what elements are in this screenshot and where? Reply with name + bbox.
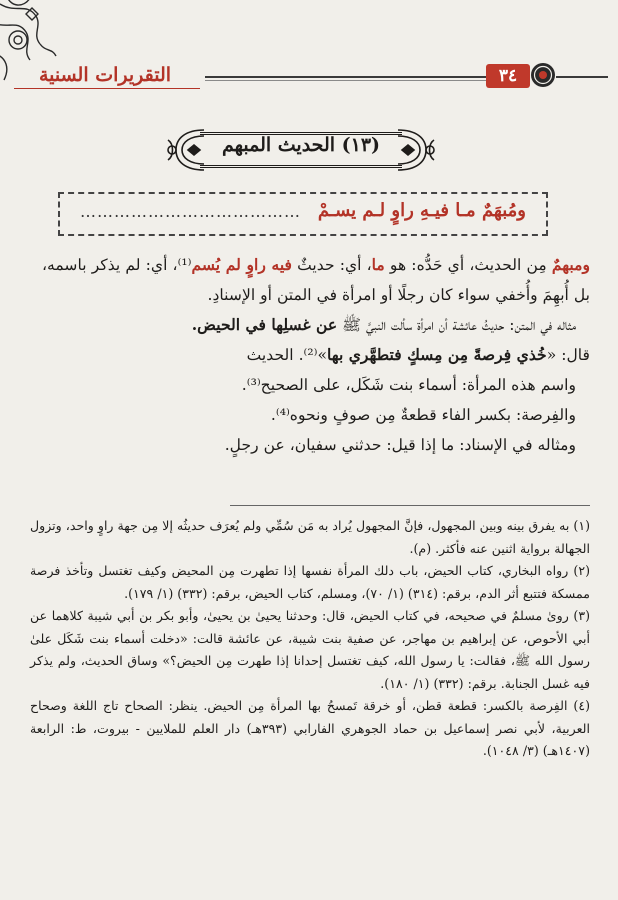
- term-mubham: ومبهمٌ: [551, 255, 590, 274]
- chapter-heading: [166, 126, 436, 174]
- title-underline: [14, 88, 200, 89]
- frame-ornament-icon: [396, 126, 436, 174]
- text-span: ⁽¹⁾، أي: لم يذكر باسمه، بل أُبهِمَ وأُخفي سواء كان رجلًا أو امرأة في المتن أو الإسنادِ.: [42, 256, 590, 304]
- verse-box: [58, 192, 548, 236]
- main-text: [42, 250, 590, 460]
- page-number: ٣٤: [486, 64, 530, 88]
- chapter-title: (١٣) الحديث المبهم: [221, 134, 381, 156]
- text-span: مثاله في المتن: حديثُ عائشة أن امرأة سألت النبيَّ ﷺ: [337, 316, 576, 334]
- text-span: »⁽²⁾. الحديث: [246, 346, 327, 364]
- verse-line: ومُبهَمٌ مـا فيـهِ راوٍ لـم يسـمْ: [317, 200, 526, 221]
- paragraph-firsa: والفِرصة: بكسر الفاء قطعةٌ مِن صوفٍ ونحوه⁽⁴⁾.: [270, 406, 576, 424]
- text-bold: عن غسلِها في الحيض.: [191, 315, 338, 334]
- footnotes: [30, 515, 590, 763]
- footnote-divider: [230, 505, 590, 506]
- header-rule-thin: [205, 80, 486, 81]
- header-rule-right: [556, 76, 608, 78]
- header-rule: [205, 76, 486, 78]
- text-span: ، أي: حديثٌ: [291, 256, 372, 274]
- paragraph-hadith-quote: [42, 340, 590, 370]
- term-rawi: فيه راوٍ لم يُسم: [191, 255, 292, 274]
- footnote-4: (٤) الفِرصة بالكسر: قطعة قطن، أو خرقة تَمسحُ بها المرأة مِن الحيض. ينظر: الصحاح تاج اللغة وصحاح العربية، لأبي نصر إسماعيل بن حماد الجوهري الفارابي (٣٩٣هـ) دار العلم للملايين - بيروت، ط: الرابعة (١٤٠٧هـ) (٣/ ١٠٤٨).: [30, 698, 590, 758]
- book-title: التقريرات السنية: [38, 64, 172, 86]
- paragraph-example-matn: [42, 310, 590, 340]
- paragraph-example-isnad: ومثاله في الإسناد: ما إذا قيل: حدثني سفيان، عن رجلٍ.: [224, 436, 576, 454]
- footnote-1: (١) به يفرق بينه وبين المجهول، فإنَّ المجهول يُراد به مَن سُمِّي ولم يُعرَف حديثُه إلا مِن جهة راوٍ واحد، وتزول الجهالة برواية اثنين عنه فأكثر. (م).: [30, 518, 590, 556]
- footnote-2: (٢) رواه البخاري، كتاب الحيض، باب دلك المرأة نفسها إذا تطهرت مِن المحيض وكيف تغتسل وتأخذ فرصة ممسكة فتتبع أثر الدم، برقم: (٣١٤) (١/ ٧٠)، ومسلم، كتاب الحيض، برقم: (٣٣٢) (١/ ١٧٩).: [30, 563, 590, 601]
- paragraph-name: واسم هذه المرأة: أسماء بنت شَكَل، على الصحيح⁽³⁾.: [241, 376, 576, 394]
- hadith-quote: خُذي فِرصةً مِن مِسكٍ فتطهَّري بها: [327, 345, 547, 364]
- text-span: مِن الحديث، أي حَدُّه: هو: [384, 256, 552, 274]
- paragraph-definition: [42, 250, 590, 310]
- page-header: [10, 62, 608, 92]
- footnote-3: (٣) روىٰ مسلمٌ في صحيحه، في كتاب الحيض، قال: وحدثنا يحيىٰ بن يحيىٰ، وأبو بكر بن أبي شيبة كلاهما عن أبي الأحوص، عن إبراهيم بن مهاجر، عن صفية بنت شيبة، عن عائشة قالت: «دخلت أسماء بنت شَكَل علىٰ رسول الله ﷺ، فقالت: يا رسول الله، كيف تغتسل إحدانا إذا طهرت مِن الحيض؟» وساق الحديث، ولم يذكر فيه غسل الجنابة. برقم: (٣٣٢) (١/ ١٨٠).: [30, 608, 590, 691]
- verse-dots: …………………………………: [80, 202, 301, 221]
- text-span: قال: «: [546, 346, 590, 364]
- medallion-icon: [530, 62, 556, 88]
- term-ma: ما: [371, 255, 385, 274]
